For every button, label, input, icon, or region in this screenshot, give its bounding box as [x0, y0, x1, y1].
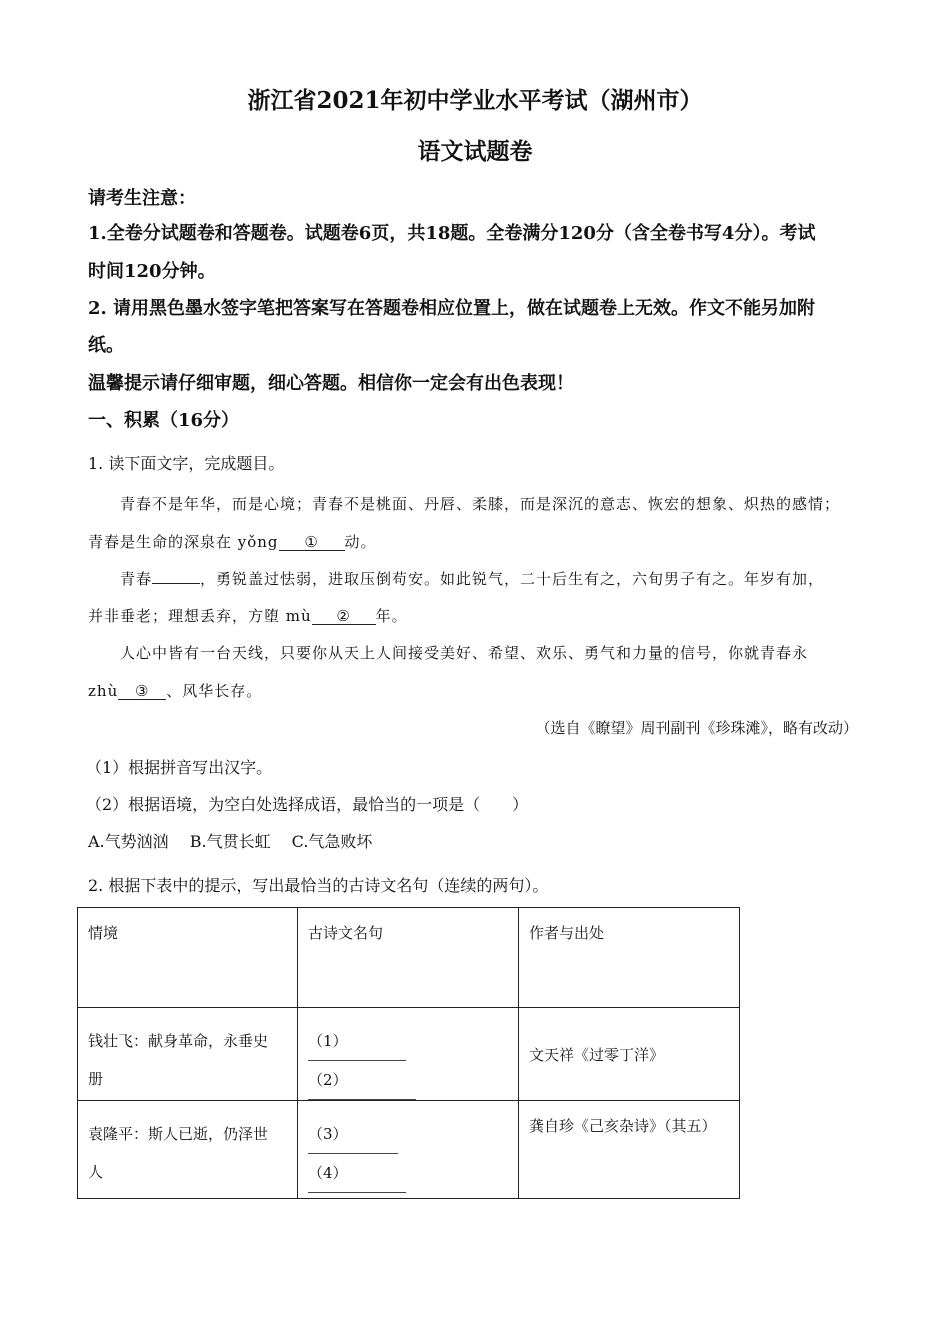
q1-options: A.气势汹汹 B.气贯长虹 C.气急败坏 [88, 832, 373, 851]
q1-prompt: 1. 读下面文字，完成题目。 [88, 454, 285, 473]
passage-p3-line2-post: 、风华长存。 [166, 682, 263, 700]
exam-title: 浙江省2021年初中学业水平考试（湖州市） [247, 87, 703, 114]
idiom-blank [152, 583, 200, 584]
passage-p2-line2-post: 年。 [375, 607, 408, 625]
notice-item1-line1: 1.全卷分试题卷和答题卷。试题卷6页，共18题。全卷满分120分（含全卷书写4分）。考试 [88, 223, 816, 244]
row2-context-line1: 袁隆平：斯人已逝，仍泽世 [88, 1125, 269, 1143]
answer-blank-3[interactable]: （3） [308, 1115, 398, 1154]
notice-item1-line2: 时间120分钟。 [88, 261, 216, 282]
passage-p2-line2-pre: 并非垂老；理想丢弃，方堕 mù [88, 607, 312, 625]
row2-source: 龚自珍《己亥杂诗》（其五） [529, 1117, 717, 1135]
row1-context-line2: 册 [88, 1070, 104, 1088]
row1-verse-cell [298, 1008, 519, 1101]
row1-source: 文天祥《过零丁洋》 [529, 1045, 665, 1064]
blank-1: ① [279, 534, 345, 551]
q1-sub1: （1）根据拼音写出汉字。 [86, 758, 273, 777]
passage-p2-text-post: ，勇锐盖过怯弱，进取压倒苟安。如此锐气，二十后生有之，六旬男子有之。年岁有加， [200, 570, 825, 588]
section1-heading: 一、积累（16分） [88, 410, 240, 431]
passage-p3-line2 [88, 680, 262, 701]
answer-blank-1[interactable]: （1） [308, 1022, 406, 1061]
answer-blank-2[interactable]: （2） [308, 1061, 416, 1100]
row1-source-cell [519, 1008, 740, 1101]
notice-item2-line1: 2. 请用黑色墨水签字笔把答案写在答题卷相应位置上，做在试题卷上无效。作文不能另加附 [88, 298, 816, 319]
blank-2: ② [312, 608, 376, 625]
passage-p3-line2-pre: zhù [88, 682, 119, 700]
answer-blank-4[interactable]: （4） [308, 1154, 406, 1193]
notice-tip: 温馨提示请仔细审题，细心答题。相信你一定会有出色表现！ [88, 373, 574, 394]
header-context: 情境 [88, 924, 119, 942]
header-verse-cell [298, 908, 519, 1008]
passage-p2-line1 [120, 568, 824, 589]
passage-p2-text-pre: 青春 [120, 570, 153, 588]
row2-context-line2: 人 [88, 1163, 104, 1181]
q2-prompt: 2. 根据下表中的提示，写出最恰当的古诗文名句（连续的两句）。 [88, 876, 549, 895]
poetry-table [77, 907, 740, 1199]
row2-source-cell [519, 1101, 740, 1199]
header-verse: 古诗文名句 [308, 924, 384, 942]
passage-p3-line1: 人心中皆有一台天线，只要你从天上人间接受美好、希望、欢乐、勇气和力量的信号，你就青春永 [120, 644, 809, 662]
table-row [78, 1008, 740, 1101]
row2-context-cell [78, 1101, 298, 1199]
passage-p2-line2 [88, 605, 408, 626]
passage-p1-text-post: 动。 [344, 533, 377, 551]
table-row [78, 1101, 740, 1199]
row1-context-cell [78, 1008, 298, 1101]
passage-source: （选自《瞭望》周刊副刊《珍珠滩》，略有改动） [535, 719, 858, 737]
row1-context-line1: 钱壮飞：献身革命，永垂史 [88, 1032, 269, 1050]
row2-verse-cell [298, 1101, 519, 1199]
notice-heading: 请考生注意： [88, 188, 196, 209]
header-source-cell [519, 908, 740, 1008]
q1-sub2: （2）根据语境，为空白处选择成语，最恰当的一项是（ ） [86, 795, 529, 814]
header-source: 作者与出处 [529, 924, 605, 942]
notice-item2-line2: 纸。 [88, 335, 124, 356]
blank-3: ③ [118, 683, 166, 700]
table-header-row [78, 908, 740, 1008]
passage-p1-line1: 青春不是年华，而是心境；青春不是桃面、丹唇、柔膝，而是深沉的意志、恢宏的想象、炽热的感情； [120, 495, 841, 513]
exam-subtitle: 语文试题卷 [417, 138, 533, 165]
passage-p1-line2 [88, 531, 377, 552]
passage-p1-text-pre: 青春是生命的深泉在 yǒng [88, 533, 279, 551]
header-context-cell [78, 908, 298, 1008]
